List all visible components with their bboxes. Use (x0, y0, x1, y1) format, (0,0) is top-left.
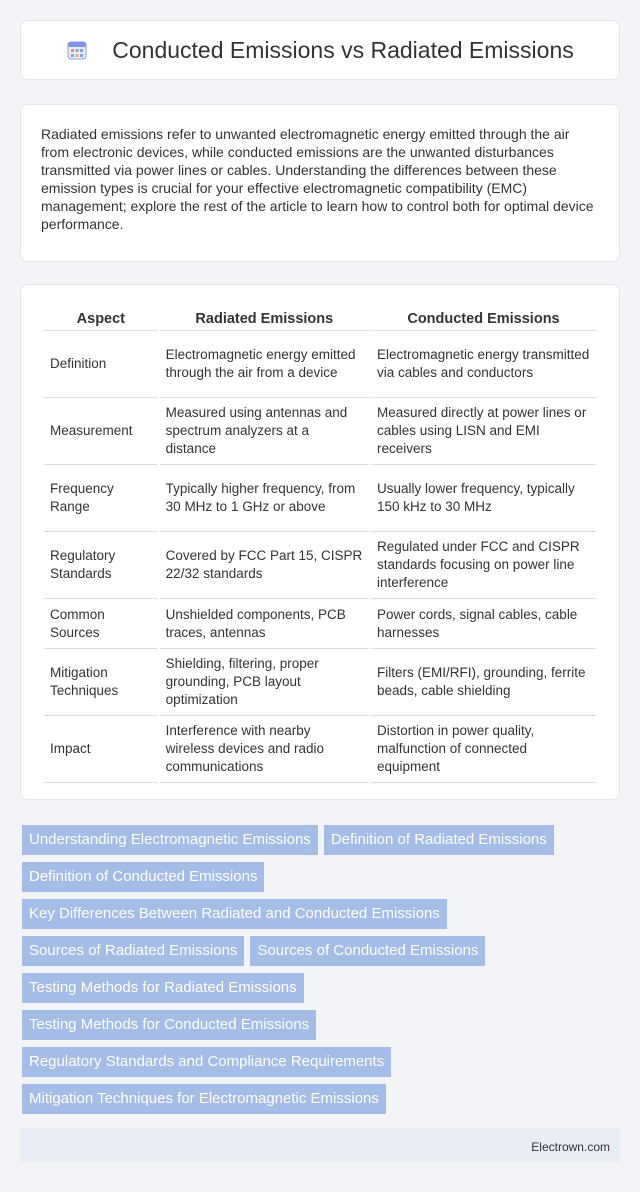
cell-aspect: Common Sources (44, 599, 158, 649)
cell-aspect: Regulatory Standards (44, 532, 158, 599)
topic-tags (22, 825, 622, 1121)
cell-conducted: Filters (EMI/RFI), grounding, ferrite beads, cable shielding (371, 649, 596, 716)
page-title: Conducted Emissions vs Radiated Emissions (112, 36, 574, 63)
comparison-table (42, 305, 598, 783)
table-row (44, 532, 596, 599)
table-row (44, 599, 596, 649)
header-conducted: Conducted Emissions (371, 305, 596, 331)
comparison-table-card (20, 284, 620, 800)
table-row (44, 465, 596, 532)
tag-link[interactable]: Mitigation Techniques for Electromagnetic Emissions (22, 1084, 386, 1114)
footer (20, 1128, 620, 1162)
cell-aspect: Measurement (44, 398, 158, 465)
tag-link[interactable]: Definition of Conducted Emissions (22, 862, 264, 892)
tag-link[interactable]: Sources of Conducted Emissions (250, 936, 485, 966)
cell-radiated: Unshielded components, PCB traces, antennas (160, 599, 369, 649)
tag-link[interactable]: Regulatory Standards and Compliance Requirements (22, 1047, 391, 1077)
intro-text: Radiated emissions refer to unwanted electromagnetic energy emitted through the air from electronic devices, while conducted emissions are the unwanted disturbances transmitted via power lines or cables. Understanding the differences between these emission types is crucial for your effective electromagnetic compatibility (EMC) management; explore the rest of the article to learn how to control both for optimal device performance. (41, 126, 594, 232)
cell-radiated: Covered by FCC Part 15, CISPR 22/32 standards (160, 532, 369, 599)
tag-link[interactable]: Understanding Electromagnetic Emissions (22, 825, 318, 855)
table-row (44, 331, 596, 398)
cell-conducted: Distortion in power quality, malfunction of connected equipment (371, 716, 596, 783)
cell-conducted: Regulated under FCC and CISPR standards focusing on power line interference (371, 532, 596, 599)
cell-radiated: Measured using antennas and spectrum analyzers at a distance (160, 398, 369, 465)
header-aspect: Aspect (44, 305, 158, 331)
cell-conducted: Measured directly at power lines or cables using LISN and EMI receivers (371, 398, 596, 465)
tag-link[interactable]: Key Differences Between Radiated and Conducted Emissions (22, 899, 447, 929)
cell-radiated: Electromagnetic energy emitted through the air from a device (160, 331, 369, 398)
footer-site-link[interactable]: Electrown.com (531, 1140, 610, 1154)
cell-radiated: Interference with nearby wireless devices and radio communications (160, 716, 369, 783)
tag-link[interactable]: Testing Methods for Conducted Emissions (22, 1010, 316, 1040)
table-row (44, 716, 596, 783)
cell-conducted: Usually lower frequency, typically 150 kHz to 30 MHz (371, 465, 596, 532)
cell-aspect: Frequency Range (44, 465, 158, 532)
cell-radiated: Shielding, filtering, proper grounding, PCB layout optimization (160, 649, 369, 716)
tag-link[interactable]: Definition of Radiated Emissions (324, 825, 554, 855)
calendar-icon (66, 39, 88, 61)
tag-link[interactable]: Testing Methods for Radiated Emissions (22, 973, 304, 1003)
cell-radiated: Typically higher frequency, from 30 MHz to 1 GHz or above (160, 465, 369, 532)
cell-conducted: Electromagnetic energy transmitted via cables and conductors (371, 331, 596, 398)
header-radiated: Radiated Emissions (160, 305, 369, 331)
table-row (44, 649, 596, 716)
intro-card (20, 104, 620, 262)
table-header-row (44, 305, 596, 331)
cell-conducted: Power cords, signal cables, cable harnesses (371, 599, 596, 649)
cell-aspect: Definition (44, 331, 158, 398)
table-row (44, 398, 596, 465)
cell-aspect: Mitigation Techniques (44, 649, 158, 716)
cell-aspect: Impact (44, 716, 158, 783)
tag-link[interactable]: Sources of Radiated Emissions (22, 936, 244, 966)
header-card (20, 20, 620, 80)
